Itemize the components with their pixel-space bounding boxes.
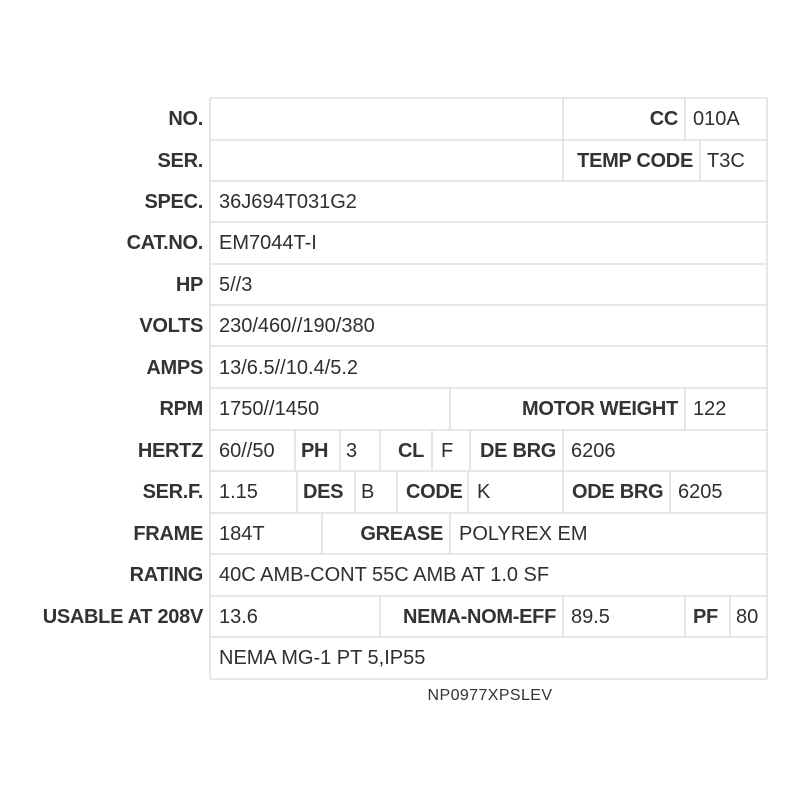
hertz-value: 60//50: [219, 440, 275, 462]
rpm-value: 1750//1450: [219, 398, 320, 420]
cl-value: F: [441, 440, 454, 462]
amps-label: AMPS: [146, 357, 203, 379]
part-number: NP0977XPSLEV: [427, 687, 553, 704]
ph-value: 3: [346, 440, 358, 462]
temp-code-value: T3C: [707, 150, 745, 172]
code-label: CODE: [406, 481, 463, 503]
volts-label: VOLTS: [139, 315, 203, 337]
motor-weight-value: 122: [693, 398, 727, 420]
ser-label: SER.: [157, 150, 203, 172]
hp-value: 5//3: [219, 274, 253, 296]
hp-label: HP: [175, 274, 203, 296]
de-brg-label: DE BRG: [480, 440, 556, 462]
hertz-label: HERTZ: [137, 440, 203, 462]
ph-label: PH: [301, 440, 329, 462]
ser-f-label: SER.F.: [142, 481, 203, 503]
cc-value: 010A: [693, 108, 740, 130]
nema-nom-eff-value: 89.5: [571, 606, 610, 628]
cc-label: CC: [649, 108, 678, 130]
cat-no-label: CAT.NO.: [126, 232, 203, 254]
frame-label: FRAME: [133, 523, 203, 545]
cat-no-value: EM7044T-I: [219, 232, 317, 254]
ser-f-value: 1.15: [219, 481, 258, 503]
frame-value: 184T: [219, 523, 265, 545]
code-value: K: [477, 481, 491, 503]
rpm-label: RPM: [159, 398, 203, 420]
usable-208v-value: 13.6: [219, 606, 258, 628]
pf-label: PF: [693, 606, 718, 628]
volts-value: 230/460//190/380: [219, 315, 375, 337]
motor-weight-label: MOTOR WEIGHT: [521, 398, 678, 420]
spec-value: 36J694T031G2: [219, 191, 357, 213]
rating-value: 40C AMB-CONT 55C AMB AT 1.0 SF: [219, 564, 550, 586]
cl-label: CL: [398, 440, 425, 462]
ode-brg-label: ODE BRG: [572, 481, 664, 503]
pf-value: 80: [736, 606, 759, 628]
grease-value: POLYREX EM: [459, 523, 588, 545]
no-label: NO.: [168, 108, 203, 130]
de-brg-value: 6206: [571, 440, 616, 462]
temp-code-label: TEMP CODE: [577, 150, 693, 172]
rating-label: RATING: [129, 564, 203, 586]
amps-value: 13/6.5//10.4/5.2: [219, 357, 359, 379]
ode-brg-value: 6205: [678, 481, 723, 503]
spec-label: SPEC.: [144, 191, 203, 213]
standards-note: NEMA MG-1 PT 5,IP55: [219, 647, 426, 669]
nema-nom-eff-label: NEMA-NOM-EFF: [402, 606, 556, 628]
des-value: B: [361, 481, 375, 503]
grease-label: GREASE: [360, 523, 443, 545]
usable-208v-label: USABLE AT 208V: [42, 606, 203, 628]
des-label: DES: [303, 481, 344, 503]
